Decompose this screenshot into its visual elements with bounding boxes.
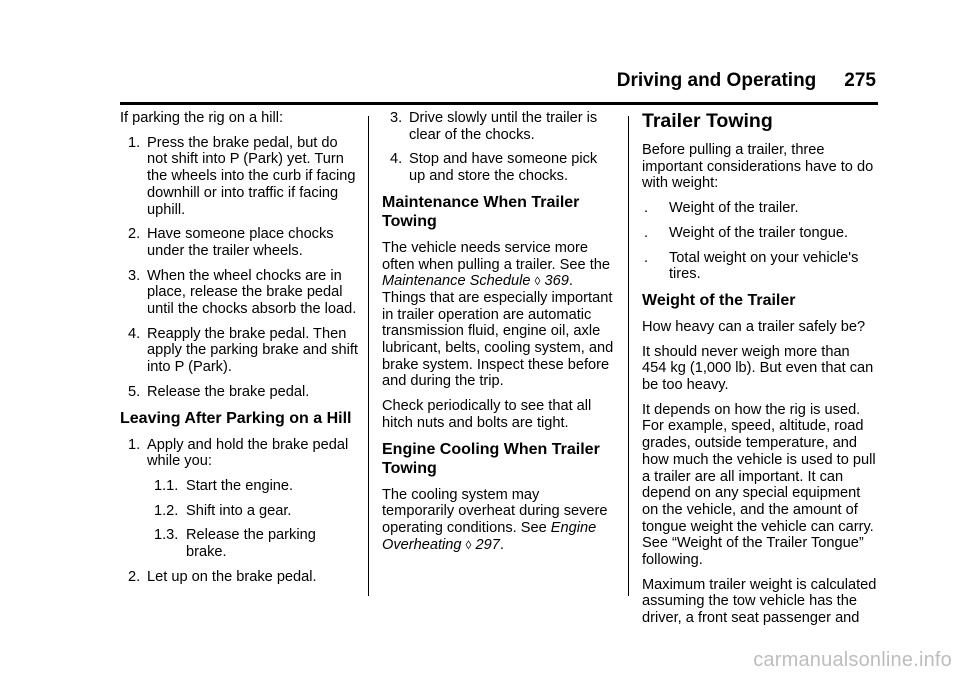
- bullet-icon: .: [644, 249, 649, 266]
- trailer-weight-heading: Weight of the Trailer: [642, 291, 796, 309]
- hitch-check-paragraph: Check periodically to see that all hitch nuts and bolts are tight.: [382, 398, 592, 431]
- maintenance-heading: Maintenance When Trailer Towing: [382, 193, 580, 230]
- leaving-hill-steps: [120, 437, 360, 586]
- list-item: 1. Press the brake pedal, but do not shift into P (Park) yet. Turn the wheels into the curb if facing downhill or into traffic if facing uphill.: [128, 134, 356, 218]
- hill-parking-steps: [120, 135, 360, 401]
- bullet-icon: .: [644, 200, 649, 217]
- sub-list-item: 1.1. Start the engine.: [154, 477, 294, 494]
- section-title: Driving and Operating: [616, 70, 817, 91]
- list-item: . Total weight on your vehicle's tires.: [644, 249, 859, 283]
- engine-cooling-heading: Engine Cooling When Trailer Towing: [382, 440, 600, 477]
- list-item: 3. When the wheel chocks are in place, release the brake pedal until the chocks absorb the load.: [128, 267, 357, 318]
- column-divider-2: [628, 116, 629, 596]
- column-1: [120, 110, 360, 593]
- column-3: [642, 110, 878, 635]
- weight-intro: Before pulling a trailer, three important considerations have to do with weight:: [642, 142, 874, 192]
- page-reference-icon: ◊: [465, 537, 472, 552]
- hill-parking-intro: If parking the rig on a hill:: [120, 110, 284, 126]
- weight-paragraph-1: How heavy can a trailer safely be?: [642, 318, 866, 335]
- list-item: 2. Have someone place chocks under the trailer wheels.: [128, 226, 334, 259]
- list-item: . Weight of the trailer tongue.: [644, 224, 849, 241]
- list-item: 4. Stop and have someone pick up and store the chocks.: [390, 151, 598, 185]
- weight-paragraph-2: It should never weigh more than 454 kg (1,000 lb). But even that can be too heavy.: [642, 343, 874, 394]
- hill-parking-steps-continued: [382, 110, 614, 185]
- weight-paragraph-3: It depends on how the rig is used. For example, speed, altitude, road grades, outside temperature, and how much the vehicle is used to pull a trailer are all important. It can depend on any special equipment on the vehicle, and the amount of tongue weight the vehicle can carry. See “Weight of the Trailer Tongue” following.: [642, 401, 876, 569]
- maintenance-paragraph: The vehicle needs service more often when pulling a trailer. See the Maintenance Schedule ◊ 369. Things that are especially important in trailer operation are automatic transmission fluid, engine oil, axle lubricant, belts, cooling system, and brake system. Inspect these before and during the trip.: [382, 239, 614, 390]
- list-item: . Weight of the trailer.: [644, 200, 799, 217]
- sub-list-item: 1.2. Shift into a gear.: [154, 502, 292, 519]
- engine-cooling-paragraph: The cooling system may temporarily overheat during severe operating conditions. See Engine Overheating ◊ 297.: [382, 486, 608, 553]
- list-item: 5. Release the brake pedal.: [128, 383, 310, 400]
- trailer-towing-heading: Trailer Towing: [642, 110, 773, 132]
- page-header: [617, 70, 876, 92]
- weight-paragraph-4: Maximum trailer weight is calculated assuming the tow vehicle has the driver, a front seat passenger and: [642, 576, 877, 627]
- column-2: [382, 110, 614, 561]
- list-item: 1. Apply and hold the brake pedal while you:: [128, 436, 349, 470]
- column-divider-1: [368, 116, 369, 596]
- sub-list-item: 1.3. Release the parking brake.: [154, 527, 316, 561]
- bullet-icon: .: [644, 224, 649, 241]
- page-number: 275: [844, 70, 876, 91]
- page-reference-icon: ◊: [534, 274, 541, 289]
- maintenance-schedule-link[interactable]: Maintenance Schedule ◊ 369: [382, 273, 569, 290]
- engine-overheating-link[interactable]: Engine Overheating ◊ 297: [382, 519, 597, 553]
- list-item: 3. Drive slowly until the trailer is clear of the chocks.: [390, 110, 598, 143]
- watermark: carmanualsonline.info: [753, 649, 952, 671]
- header-rule: [120, 102, 878, 105]
- leaving-hill-heading: Leaving After Parking on a Hill: [120, 409, 352, 427]
- list-item: 2. Let up on the brake pedal.: [128, 568, 317, 585]
- list-item: 4. Reapply the brake pedal. Then apply the parking brake and shift into P (Park).: [128, 325, 358, 376]
